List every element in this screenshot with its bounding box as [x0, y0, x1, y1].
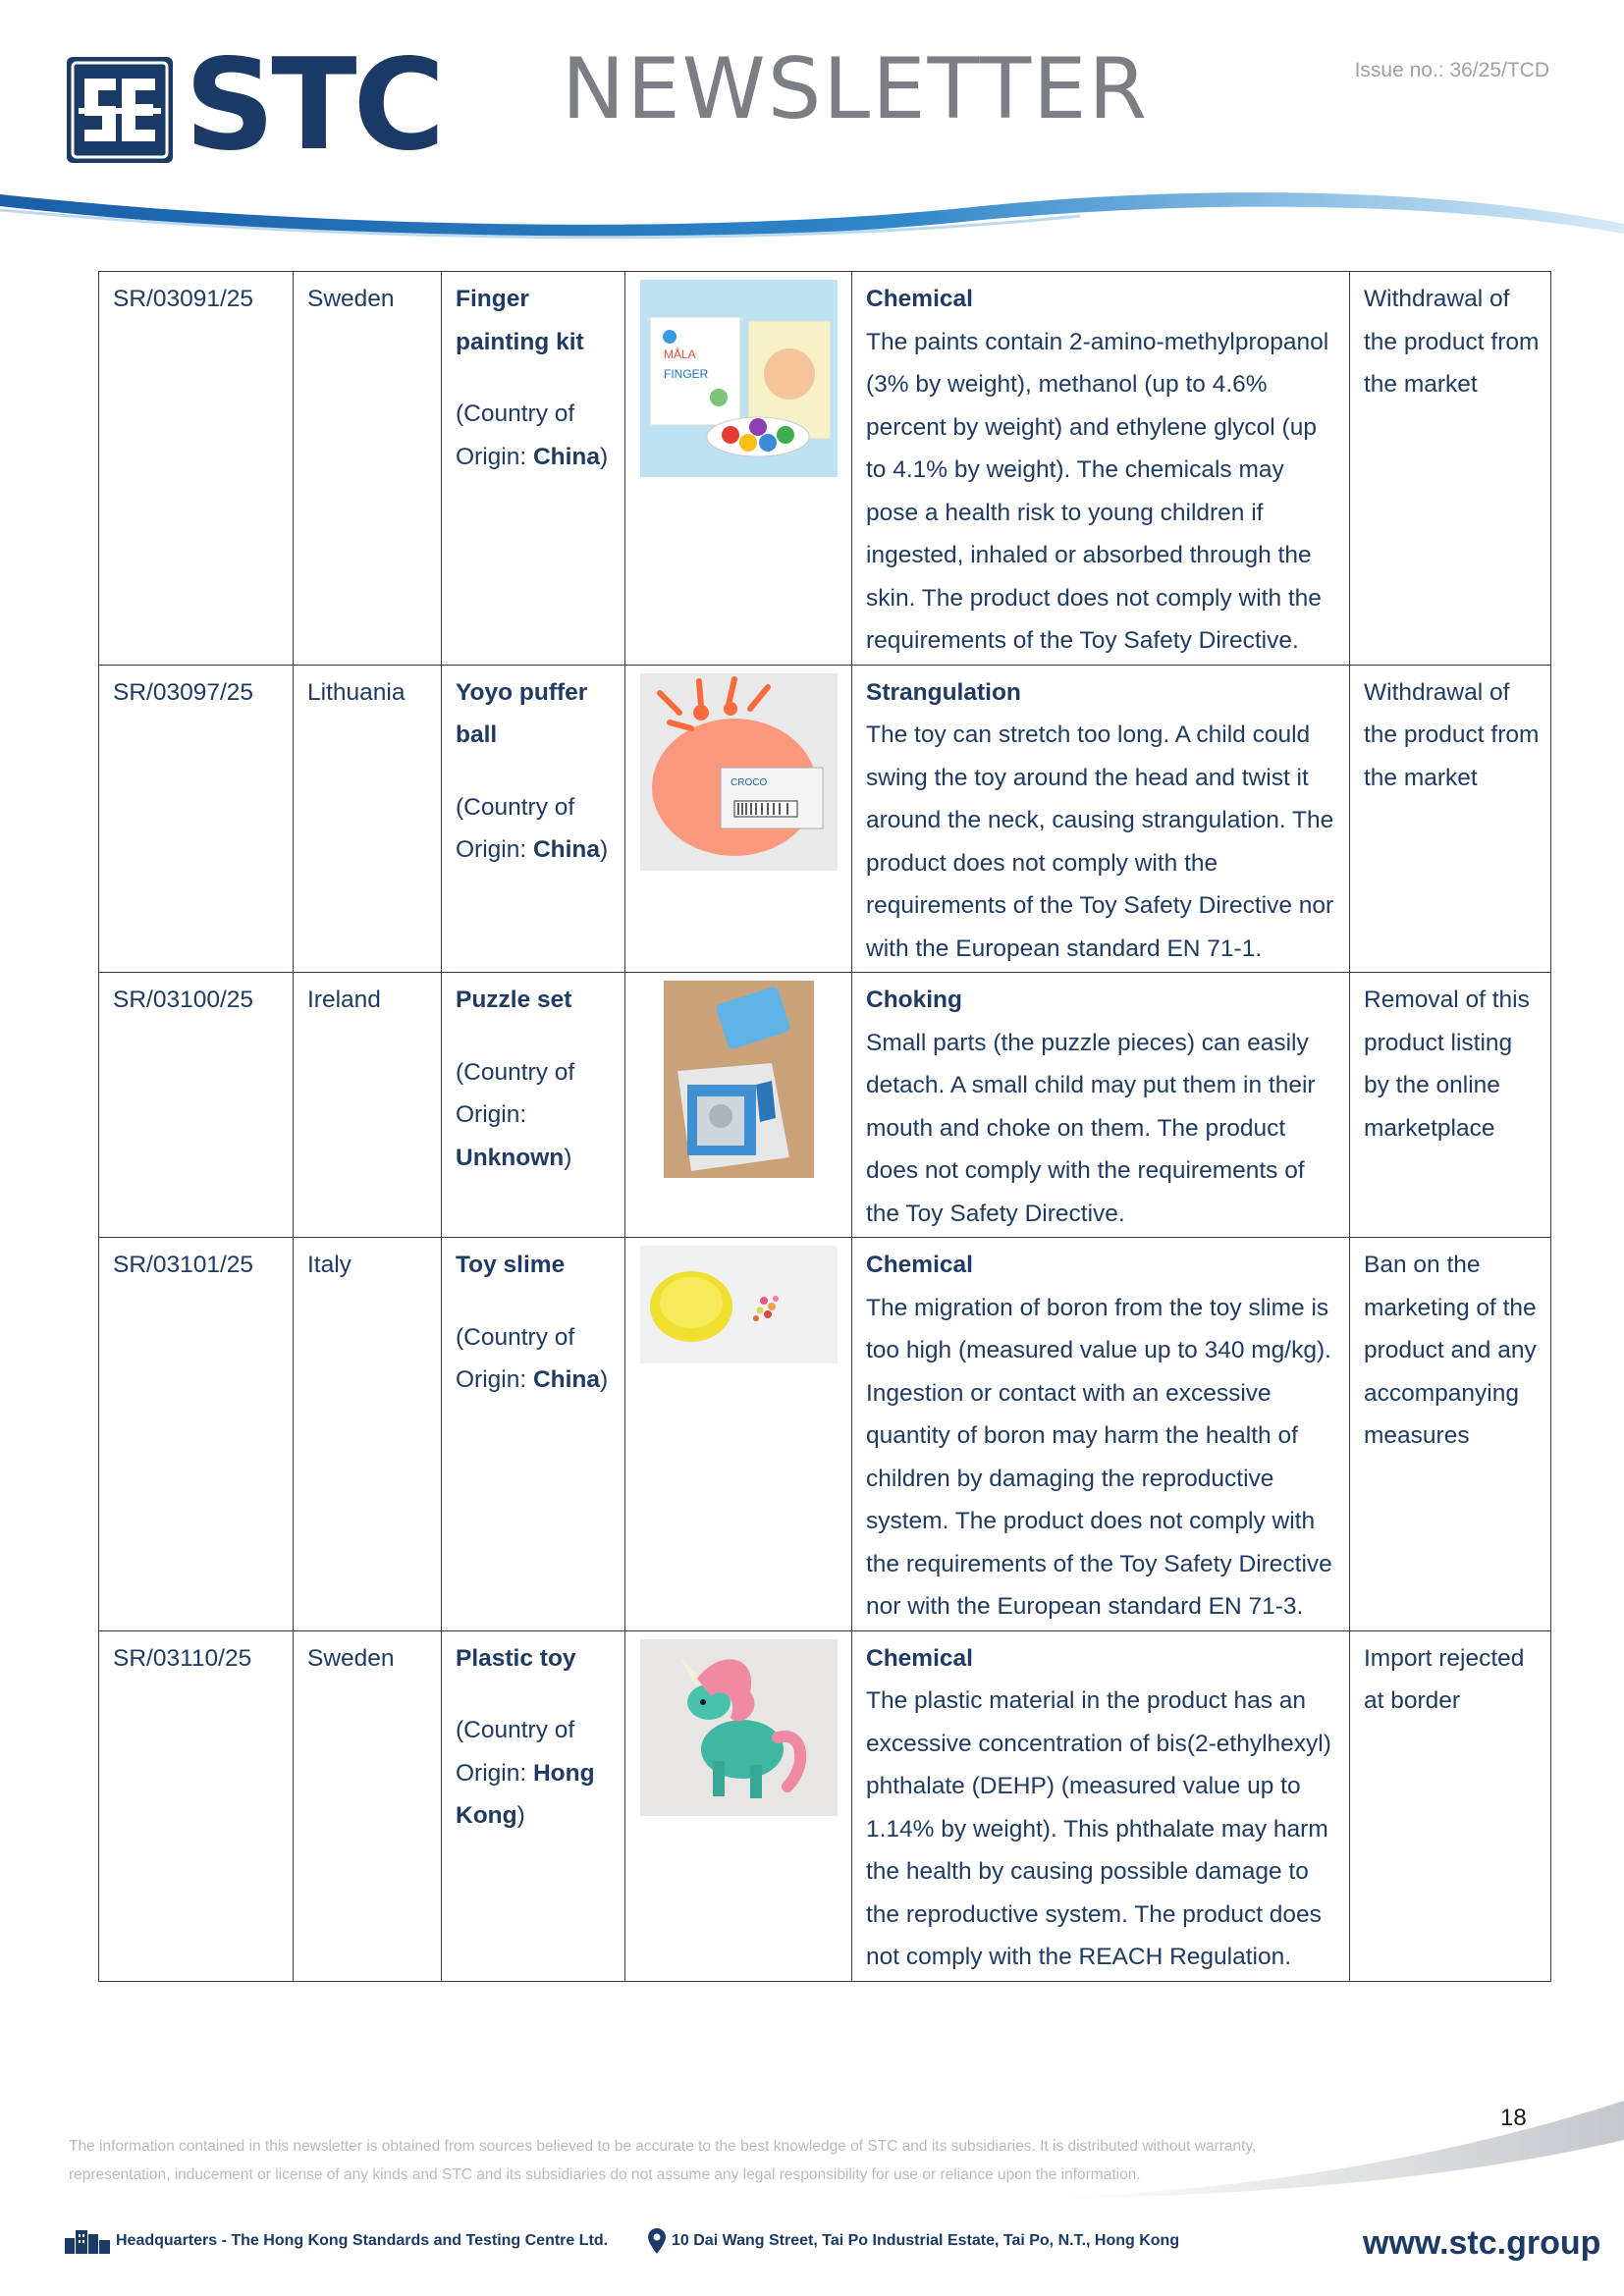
- product-photo-cell: [625, 665, 852, 973]
- country-of-origin: (Country of Origin: China): [456, 1323, 609, 1393]
- product-cell: [442, 1630, 625, 1981]
- headquarters-label: Headquarters - The Hong Kong Standards and Testing Centre Ltd.: [116, 2232, 609, 2249]
- notifying-country: Italy: [294, 1238, 442, 1631]
- svg-text:CROCO: CROCO: [730, 776, 767, 788]
- product-name: Yoyo puffer ball: [456, 678, 588, 748]
- product-photo-cell: [625, 272, 852, 666]
- recall-table: [98, 271, 1551, 1982]
- location-pin-icon: [648, 2228, 666, 2254]
- table-row: [99, 665, 1551, 973]
- country-of-origin: (Country of Origin: Hong Kong): [456, 1717, 595, 1829]
- reference-number: SR/03100/25: [99, 973, 294, 1238]
- risk-type: Chemical: [866, 286, 973, 312]
- notifying-country: Sweden: [294, 1630, 442, 1981]
- plastic-toy-photo: [640, 1639, 838, 1816]
- product-cell: [442, 973, 625, 1238]
- country-of-origin: (Country of Origin: China): [456, 400, 609, 470]
- product-name: Plastic toy: [456, 1644, 576, 1672]
- reference-number: SR/03101/25: [99, 1238, 294, 1631]
- svg-text:MÅLA: MÅLA: [663, 347, 696, 361]
- measures-taken: Import rejected at border: [1350, 1630, 1551, 1981]
- footer-contact: [65, 2224, 1601, 2262]
- risk-description: The paints contain 2-amino-methylpropanol (3% by weight), methanol (up to 4.6% percent by weight) and ethylene glycol (up to 4.1% by weight). The chemicals may pose a health risk to young children if ingested, inhaled or absorbed through the skin. The product does not comply with the requirements of the Toy Safety Directive.: [866, 328, 1329, 654]
- product-cell: [442, 1238, 625, 1631]
- product-name: Finger painting kit: [456, 286, 584, 355]
- issue-number: Issue no.: 36/25/TCD: [1354, 59, 1549, 81]
- table-row: [99, 973, 1551, 1238]
- newsletter-title: NEWSLETTER: [562, 40, 1150, 138]
- address-text: 10 Dai Wang Street, Tai Po Industrial Estate, Tai Po, N.T., Hong Kong: [672, 2232, 1180, 2249]
- page-number: 18: [1500, 2105, 1527, 2131]
- website-link[interactable]: www.stc.group: [1363, 2224, 1601, 2262]
- product-photo-cell: [625, 1238, 852, 1631]
- table-row: [99, 1630, 1551, 1981]
- risk-cell: [852, 272, 1350, 666]
- risk-description: The toy can stretch too long. A child could swing the toy around the head and twist it around the neck, causing strangulation. The product does not comply with the requirements of the Toy Safety Directive nor with the European standard EN 71-1.: [866, 721, 1334, 962]
- notifying-country: Sweden: [294, 272, 442, 666]
- product-cell: [442, 665, 625, 973]
- risk-cell: [852, 1238, 1350, 1631]
- puzzle-set-photo: [664, 981, 814, 1178]
- measures-taken: Removal of this product listing by the online marketplace: [1350, 973, 1551, 1238]
- reference-number: SR/03097/25: [99, 665, 294, 973]
- product-name: Toy slime: [456, 1252, 566, 1278]
- logo-wordmark: STC: [185, 32, 442, 179]
- finger-painting-kit-photo: [640, 280, 838, 477]
- risk-description: The migration of boron from the toy slime is too high (measured value up to 340 mg/kg). Ingestion or contact with an excessive quantity of boron may harm the health of children by damaging the reproductive system. The product does not comply with the requirements of the Toy Safety Directive nor with the European standard EN 71-3.: [866, 1294, 1332, 1620]
- risk-description: The plastic material in the product has an excessive concentration of bis(2-ethylhexyl) phthalate (DEHP) (measured value up to 1.14% by weight). This phthalate may harm the health by causing possible damage to the reproductive system. The product does not comply with the REACH Regulation.: [866, 1687, 1331, 1970]
- risk-cell: [852, 973, 1350, 1238]
- toy-slime-photo: [640, 1246, 838, 1363]
- building-icon: [65, 2228, 110, 2254]
- product-cell: [442, 272, 625, 666]
- yoyo-puffer-ball-photo: [640, 673, 838, 871]
- product-name: Puzzle set: [456, 987, 572, 1013]
- stc-emblem-icon: [67, 57, 173, 163]
- stc-logo: [67, 32, 460, 179]
- risk-type: Chemical: [866, 1644, 973, 1672]
- risk-cell: [852, 1630, 1350, 1981]
- risk-type: Choking: [866, 987, 962, 1013]
- risk-type: Chemical: [866, 1252, 973, 1278]
- header-swoosh: [0, 177, 1624, 255]
- table-row: [99, 1238, 1551, 1631]
- risk-description: Small parts (the puzzle pieces) can easily detach. A small child may put them in their mouth and choke on them. The product does not comply with the requirements of the Toy Safety Directive.: [866, 1029, 1316, 1227]
- svg-text:FINGER: FINGER: [663, 367, 708, 381]
- reference-number: SR/03091/25: [99, 272, 294, 666]
- product-photo-cell: [625, 1630, 852, 1981]
- risk-type: Strangulation: [866, 678, 1021, 706]
- notifying-country: Lithuania: [294, 665, 442, 973]
- measures-taken: Ban on the marketing of the product and any accompanying measures: [1350, 1238, 1551, 1631]
- table-row: [99, 272, 1551, 666]
- measures-taken: Withdrawal of the product from the market: [1350, 665, 1551, 973]
- product-photo-cell: [625, 973, 852, 1238]
- country-of-origin: (Country of Origin: Unknown): [456, 1058, 575, 1171]
- measures-taken: Withdrawal of the product from the market: [1350, 272, 1551, 666]
- risk-cell: [852, 665, 1350, 973]
- reference-number: SR/03110/25: [99, 1630, 294, 1981]
- country-of-origin: (Country of Origin: China): [456, 793, 609, 863]
- notifying-country: Ireland: [294, 973, 442, 1238]
- disclaimer-text: The information contained in this newsletter is obtained from sources believed to be accurate to the best knowledge of STC and its subsidiaries. It is distributed without warranty, representation, inducement or license of any kinds and STC and its subsidiaries do not assume any legal responsibility for use or reliance upon the information.: [69, 2138, 1257, 2183]
